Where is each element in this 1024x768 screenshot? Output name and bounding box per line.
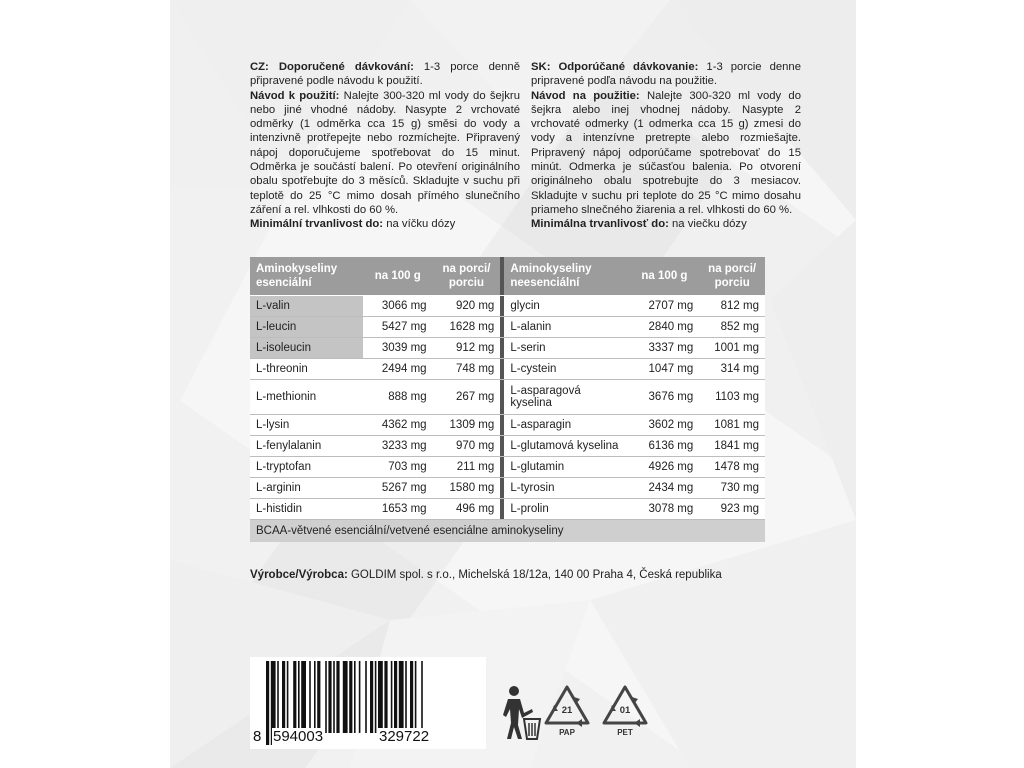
nonessential-per100: 6136 mg (630, 436, 700, 457)
essential-name: L-methionin (250, 380, 363, 415)
header-per100: na 100 g (363, 257, 433, 296)
nonessential-per100: 2840 mg (630, 317, 700, 338)
recycle-material: PET (617, 728, 633, 737)
table-row (250, 436, 765, 457)
manufacturer-text: GOLDIM spol. s r.o., Michelská 18/12a, 140 00 Praha 4, Česká republika (347, 569, 722, 581)
barcode-bar (415, 661, 417, 733)
barcode-bar (349, 661, 352, 733)
table-row (250, 457, 765, 478)
barcode-bar (336, 661, 339, 733)
barcode-bar (365, 661, 367, 733)
nonessential-portion: 923 mg (699, 499, 765, 520)
barcode-bar (293, 661, 296, 733)
instructions-cz (250, 60, 520, 232)
nonessential-per100: 3078 mg (630, 499, 700, 520)
table-footnote-row (250, 520, 765, 543)
barcode-bar (354, 661, 356, 733)
nonessential-portion: 314 mg (699, 359, 765, 380)
essential-portion: 748 mg (433, 359, 501, 380)
nonessential-portion: 1103 mg (699, 380, 765, 415)
recycle-code: 21 (561, 705, 573, 716)
essential-portion: 211 mg (433, 457, 501, 478)
nonessential-name: L-glutamová kyselina (504, 436, 629, 457)
barcode-bar (391, 661, 393, 733)
nonessential-name: L-asparagová kyselina (504, 380, 629, 415)
essential-per100: 1653 mg (363, 499, 433, 520)
table-row (250, 359, 765, 380)
table-row (250, 478, 765, 499)
nonessential-name: L-alanin (504, 317, 629, 338)
essential-portion: 267 mg (433, 380, 501, 415)
cz-use-text: Nalejte 300-320 ml vody do šejkru nebo jiné vhodné nádoby. Nasypte 2 vrchovaté odměrky (1 odměrka cca 15 g) směsi do vody a intenzivně protřepejte nebo rozmíchejte. Připravený nápoj doporučujeme spotřebovat do 15 minut. Odměrka je součástí balení. Po otevření originálního obalu spotřebujte do 3 měsíců. Skladujte v suchu při teplotě do 25 °C mimo dosah přímého slunečního záření a rel. vlhkosti do 60 %. (250, 89, 520, 216)
cz-dose-text: 1-3 porce denně připravené podle návodu k použití. (250, 61, 520, 88)
essential-per100: 888 mg (363, 380, 433, 415)
essential-portion: 970 mg (433, 436, 501, 457)
product-label-panel (170, 0, 856, 768)
essential-portion: 920 mg (433, 296, 501, 317)
barcode-bar (384, 661, 387, 733)
sk-dose-text: 1-3 porcie denne pripravené podľa návodu na použitie. (531, 61, 801, 88)
barcode-bar (370, 661, 373, 733)
header-per100-b: na 100 g (630, 257, 700, 296)
sk-use-label: Návod na použitie: (531, 89, 640, 102)
nonessential-portion: 1001 mg (699, 338, 765, 359)
nonessential-name: glycin (504, 296, 629, 317)
nonessential-portion: 730 mg (699, 478, 765, 499)
barcode-bar (287, 661, 289, 733)
essential-name: L-histidin (250, 499, 363, 520)
essential-portion: 1580 mg (433, 478, 501, 499)
barcode-bar (314, 661, 316, 733)
instructions-sk (531, 60, 801, 232)
recycle-pap (542, 683, 592, 741)
nonessential-per100: 3602 mg (630, 415, 700, 436)
essential-portion: 1309 mg (433, 415, 501, 436)
barcode-bar (277, 661, 279, 733)
barcode-bar (298, 661, 300, 733)
essential-name: L-leucin (250, 317, 363, 338)
nonessential-portion: 1081 mg (699, 415, 765, 436)
nonessential-per100: 1047 mg (630, 359, 700, 380)
essential-name: L-isoleucin (250, 338, 363, 359)
nonessential-portion: 1478 mg (699, 457, 765, 478)
table-row (250, 415, 765, 436)
barcode-bar (301, 661, 306, 733)
header-portion: na porci/ porciu (433, 257, 501, 296)
barcode-bar (343, 661, 348, 733)
disposal-icons (502, 683, 652, 743)
barcode-bar (405, 661, 407, 733)
nonessential-name: L-asparagin (504, 415, 629, 436)
nonessential-per100: 4926 mg (630, 457, 700, 478)
essential-name: L-lysin (250, 415, 363, 436)
barcode-bar (282, 661, 285, 733)
cz-dose-label: CZ: Doporučené dávkování: (250, 61, 414, 73)
nonessential-per100: 3337 mg (630, 338, 700, 359)
barcode-bar (399, 661, 404, 733)
barcode-bar (317, 661, 320, 733)
tidyman-icon (502, 685, 542, 741)
barcode-digit-first: 8 (253, 728, 262, 745)
barcode-bar (375, 661, 377, 733)
barcode-digits-right: 329722 (379, 728, 430, 745)
essential-per100: 3066 mg (363, 296, 433, 317)
barcode-bar (266, 661, 269, 745)
barcode-bar (325, 661, 327, 733)
nonessential-per100: 2434 mg (630, 478, 700, 499)
recycle-pet (600, 683, 650, 741)
barcode-bar (333, 661, 335, 733)
bcaa-footnote: BCAA-větvené esenciální/vetvené esenciálne aminokyseliny (250, 520, 765, 543)
essential-name: L-threonin (250, 359, 363, 380)
essential-per100: 703 mg (363, 457, 433, 478)
cz-use-label: Návod k použití: (250, 89, 340, 102)
manufacturer-line (250, 569, 722, 581)
essential-portion: 912 mg (433, 338, 501, 359)
sk-shelf-label: Minimálna trvanlivosť do: (531, 218, 669, 231)
recycle-material: PAP (559, 728, 575, 737)
barcode-bar (328, 661, 331, 733)
sk-shelf-text: na viečku dózy (668, 218, 747, 231)
nonessential-per100: 2707 mg (630, 296, 700, 317)
table-row (250, 499, 765, 520)
essential-per100: 5427 mg (363, 317, 433, 338)
header-essential: Aminokyseliny esenciální (250, 257, 363, 296)
essential-portion: 1628 mg (433, 317, 501, 338)
barcode-bar (359, 661, 361, 733)
table-header-row (250, 257, 765, 296)
sk-dose-label: SK: Odporúčané dávkovanie: (531, 61, 699, 73)
essential-portion: 496 mg (433, 499, 501, 520)
nonessential-name: L-glutamin (504, 457, 629, 478)
cz-shelf-label: Minimální trvanlivost do: (250, 218, 384, 231)
essential-per100: 3233 mg (363, 436, 433, 457)
amino-acid-table (250, 257, 765, 542)
barcode-bar (309, 661, 311, 733)
barcode-bar (394, 661, 397, 733)
cz-shelf-text: na víčku dózy (383, 218, 456, 231)
barcode-bar (378, 661, 383, 733)
header-portion-b: na porci/ porciu (699, 257, 765, 296)
essential-per100: 5267 mg (363, 478, 433, 499)
essential-per100: 3039 mg (363, 338, 433, 359)
table-row (250, 317, 765, 338)
manufacturer-label: Výrobce/Výrobca: (250, 569, 348, 581)
nonessential-name: L-tyrosin (504, 478, 629, 499)
essential-name: L-tryptofan (250, 457, 363, 478)
nonessential-name: L-cystein (504, 359, 629, 380)
barcode-digits-left: 594003 (273, 728, 324, 745)
recycle-code: 01 (619, 705, 631, 716)
nonessential-per100: 3676 mg (630, 380, 700, 415)
sk-use-text: Nalejte 300-320 ml vody do šejkra alebo inej vhodnej nádoby. Nasypte 2 vrchovaté odmerky (1 odmerka cca 15 g) zmesi do vody a intenzívne pretrepte alebo rozmiešajte. Pripravený nápoj odporúčame spotrebovať do 15 minút. Odmerka je súčasťou balenia. Po otvorení originálneho obalu spotrebujte do 3 mesiacov. Skladujte v suchu pri teplote do 25 °C mimo dosahu priameho slnečného žiarenia a rel. vlhkosti do 60 %. (531, 89, 801, 216)
table-row (250, 380, 765, 415)
nonessential-name: L-prolin (504, 499, 629, 520)
barcode-bar (410, 661, 413, 733)
table-row (250, 338, 765, 359)
nonessential-portion: 852 mg (699, 317, 765, 338)
essential-per100: 4362 mg (363, 415, 433, 436)
essential-name: L-valin (250, 296, 363, 317)
nonessential-portion: 1841 mg (699, 436, 765, 457)
nonessential-name: L-serin (504, 338, 629, 359)
ean-barcode (250, 657, 486, 749)
header-nonessential: Aminokyseliny neesenciální (504, 257, 629, 296)
table-row (250, 296, 765, 317)
essential-per100: 2494 mg (363, 359, 433, 380)
nonessential-portion: 812 mg (699, 296, 765, 317)
essential-name: L-fenylalanin (250, 436, 363, 457)
essential-name: L-arginin (250, 478, 363, 499)
